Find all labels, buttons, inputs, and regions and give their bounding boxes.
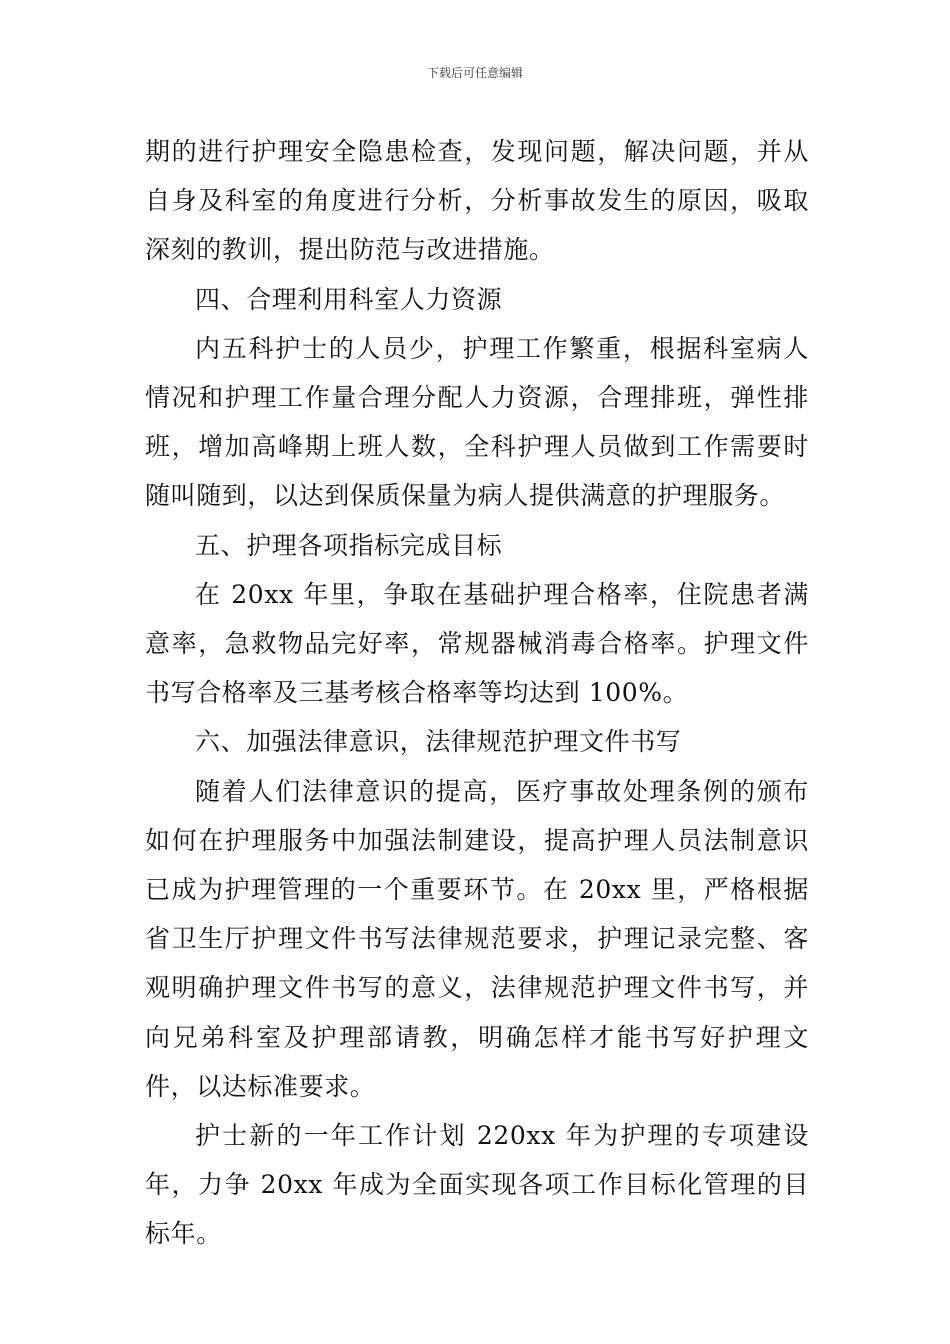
paragraph-staffing: 内五科护士的人员少，护理工作繁重，根据科室病人情况和护理工作量合理分配人力资源，合理排班，弹性排班，增加高峰期上班人数，全科护理人员做到工作需要时随叫随到，以达到保质保量为病人提供满意的护理服务。 xyxy=(145,333,809,511)
document-body xyxy=(145,127,809,1259)
page-header: 下载后可任意编辑 xyxy=(426,66,523,80)
section-heading-four: 四、合理利用科室人力资源 xyxy=(195,284,503,314)
section-heading-six: 六、加强法律意识，法律规范护理文件书写 xyxy=(195,727,682,757)
section-heading-five: 五、护理各项指标完成目标 xyxy=(195,530,503,560)
paragraph-legal-documentation: 随着人们法律意识的提高，医疗事故处理条例的颁布如何在护理服务中加强法制建设，提高护理人员法制意识已成为护理管理的一个重要环节。在 20xx 里，严格根据省卫生厅护理文件书写法律规范要求，护理记录完整、客观明确护理文件书写的意义，法律规范护理文件书写，并向兄弟科室及护理部请教，明确怎样才能书写好护理文件，以达标准要求。 xyxy=(145,776,809,1101)
paragraph-annual-plan: 护士新的一年工作计划 220xx 年为护理的专项建设年，力争 20xx 年成为全面实现各项工作目标化管理的目标年。 xyxy=(145,1121,809,1249)
paragraph-targets: 在 20xx 年里，争取在基础护理合格率，住院患者满意率，急救物品完好率，常规器械消毒合格率。护理文件书写合格率及三基考核合格率等均达到 100%。 xyxy=(145,579,809,708)
paragraph-continued: 期的进行护理安全隐患检查，发现问题，解决问题，并从自身及科室的角度进行分析，分析事故发生的原因，吸取深刻的教训，提出防范与改进措施。 xyxy=(145,137,809,265)
